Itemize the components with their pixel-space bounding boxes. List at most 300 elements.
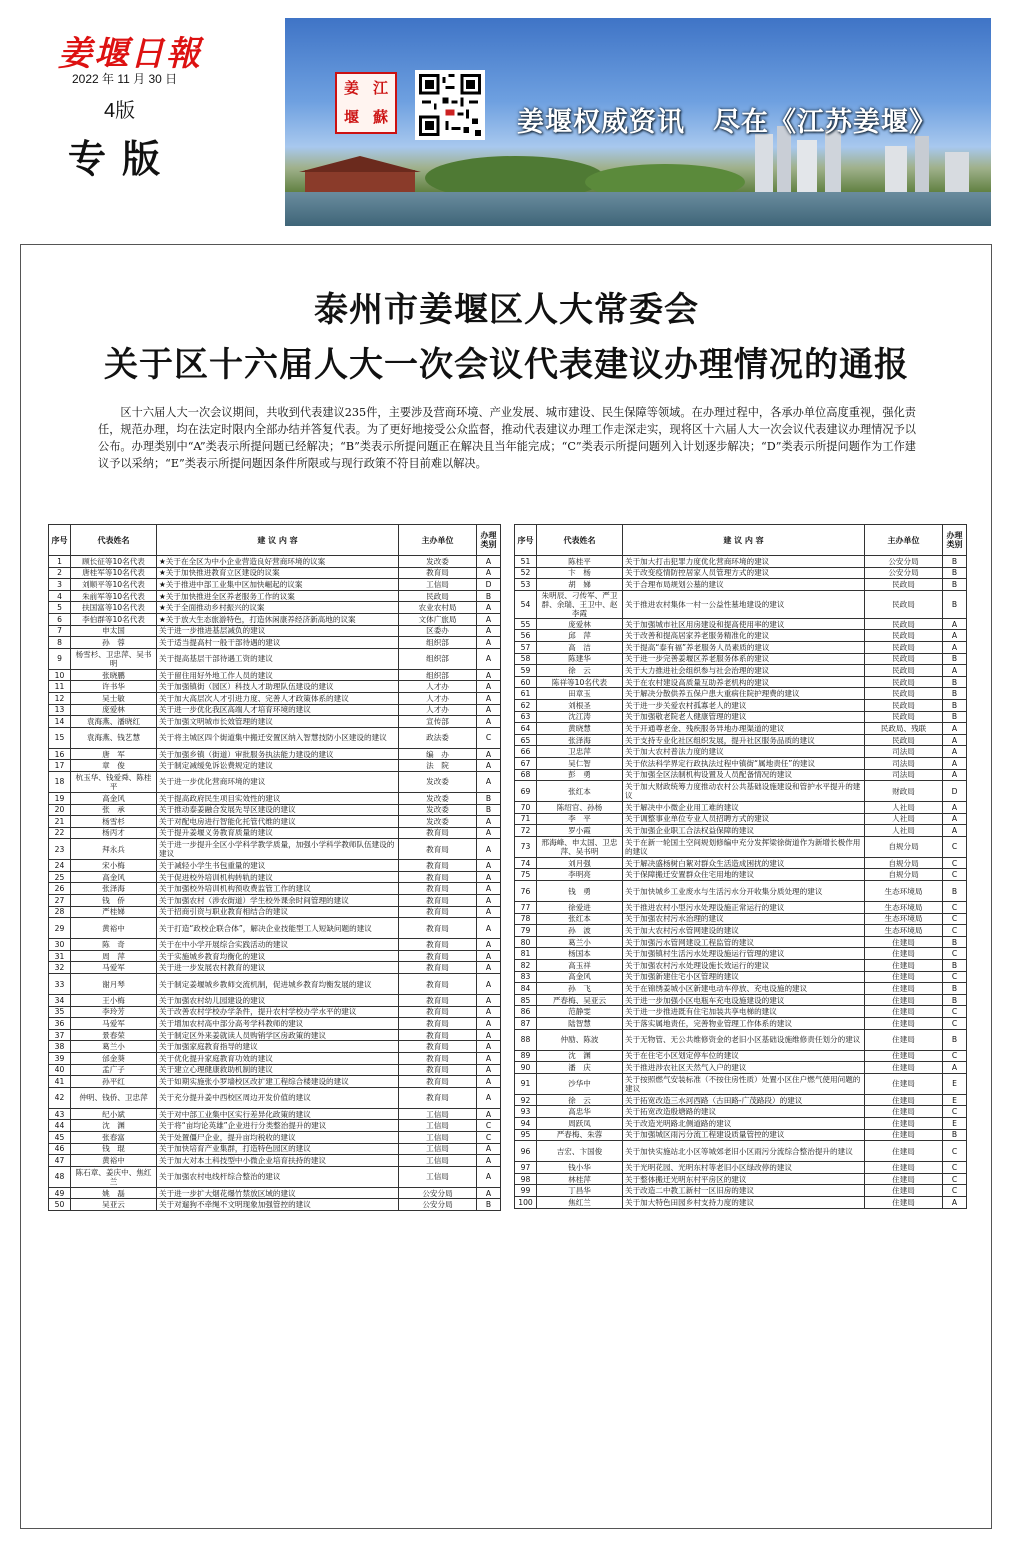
row-index: 71 (515, 813, 537, 825)
row-index: 60 (515, 676, 537, 688)
delegate-name: 拜永兵 (71, 839, 157, 860)
suggestion-content: ★关于在全区为中小企业营造良好营商环境的议案 (157, 556, 399, 568)
suggestion-content: 关于实施城乡教育均衡化的建议 (157, 950, 399, 962)
seal-char: 堰 (343, 108, 359, 126)
row-index: 46 (49, 1143, 71, 1155)
table-row (49, 1006, 501, 1018)
delegate-name: 杭玉华、钱爱舜、陈桂平 (71, 771, 157, 792)
row-index: 33 (49, 974, 71, 995)
host-unit: 工信局 (399, 1155, 477, 1167)
suggestion-content: 关于在中小学开展综合实践活动的建议 (157, 939, 399, 951)
delegate-name: 高忠华 (537, 1106, 623, 1118)
handling-category: A (477, 906, 501, 918)
row-index: 16 (49, 748, 71, 760)
handling-category: B (943, 676, 967, 688)
delegate-name: 严桂娣 (71, 906, 157, 918)
handling-category: A (477, 860, 501, 872)
handling-category: B (943, 653, 967, 665)
delegate-name: 潘 庆 (537, 1062, 623, 1074)
row-index: 99 (515, 1185, 537, 1197)
suggestion-content: 关于支持专业化社区组织发展，提升社区服务品质的建议 (623, 734, 865, 746)
table-row (49, 1166, 501, 1187)
row-index: 91 (515, 1073, 537, 1094)
table-row (515, 1117, 967, 1129)
handling-category: A (477, 883, 501, 895)
suggestion-content: 关于加强城区雨污分流工程建设质量管控的建议 (623, 1129, 865, 1141)
table-row (515, 881, 967, 902)
delegate-name: 钱小华 (537, 1162, 623, 1174)
host-unit: 组织部 (399, 648, 477, 669)
delegate-name: 高金风 (537, 971, 623, 983)
row-index: 85 (515, 994, 537, 1006)
host-unit: 民政局 (865, 590, 943, 618)
row-index: 75 (515, 869, 537, 881)
host-unit: 住建局 (865, 1117, 943, 1129)
table-row (515, 971, 967, 983)
host-unit: 工信局 (399, 1143, 477, 1155)
handling-category: A (477, 1108, 501, 1120)
host-unit: 教育局 (399, 1087, 477, 1108)
handling-category: B (943, 1029, 967, 1050)
row-index: 19 (49, 792, 71, 804)
delegate-name: 高 洁 (537, 641, 623, 653)
suggestion-content: 关于加大高层次人才引进力度、完善人才政策体系的建议 (157, 692, 399, 704)
delegate-name: 张晓鹏 (71, 669, 157, 681)
table-row (49, 827, 501, 839)
table-row (49, 771, 501, 792)
row-index: 79 (515, 925, 537, 937)
delegate-name: 钱 琨 (71, 1143, 157, 1155)
host-unit: 民政局 (865, 653, 943, 665)
host-unit: 住建局 (865, 1162, 943, 1174)
host-unit: 工信局 (399, 1120, 477, 1132)
article-title-line1: 泰州市姜堰区人大常委会 (314, 290, 699, 330)
delegate-name: 沈 渊 (537, 1050, 623, 1062)
host-unit: 住建局 (865, 960, 943, 972)
delegate-name: 张 承 (71, 804, 157, 816)
row-index: 77 (515, 902, 537, 914)
header-name: 代表姓名 (537, 525, 623, 556)
host-unit: 民政局 (865, 688, 943, 700)
suggestion-content: 关于在农村建设高质量互助养老机构的建议 (623, 676, 865, 688)
handling-category: A (477, 681, 501, 693)
delegate-name: 章 俊 (71, 760, 157, 772)
table-row (49, 727, 501, 748)
table-row (515, 925, 967, 937)
table-row (49, 1064, 501, 1076)
delegate-name: 吴仁智 (537, 757, 623, 769)
suggestion-content: 关于在住宅小区划定停车位的建议 (623, 1050, 865, 1062)
host-unit: 教育局 (399, 1018, 477, 1030)
table-row (515, 936, 967, 948)
suggestion-content: 关于加强镇街（园区）科技人才助理队伍建设的建议 (157, 681, 399, 693)
handling-category: B (943, 688, 967, 700)
table-row (49, 760, 501, 772)
table-row (515, 630, 967, 642)
host-unit: 工信局 (399, 1166, 477, 1187)
host-unit: 教育局 (399, 995, 477, 1007)
suggestion-content: 关于处置僵尸企业，提升亩均税收的建议 (157, 1131, 399, 1143)
handling-category: A (477, 637, 501, 649)
handling-category: C (943, 1185, 967, 1197)
table-row (515, 618, 967, 630)
delegate-name: 李玲芳 (71, 1006, 157, 1018)
suggestion-content: 关于进一步加强小区电瓶车充电设施建设的建议 (623, 994, 865, 1006)
handling-category: C (943, 925, 967, 937)
suggestions-table-right (514, 524, 967, 1209)
delegate-name: 沈江涛 (537, 711, 623, 723)
row-index: 52 (515, 567, 537, 579)
handling-category: E (943, 1094, 967, 1106)
handling-category: B (943, 699, 967, 711)
table-row (515, 734, 967, 746)
row-index: 44 (49, 1120, 71, 1132)
handling-category: A (477, 1076, 501, 1088)
suggestion-content: 关于进一步发展农村教育的建议 (157, 962, 399, 974)
row-index: 95 (515, 1129, 537, 1141)
table-row (49, 871, 501, 883)
handling-category: A (477, 669, 501, 681)
delegate-name: 高玉祥 (537, 960, 623, 972)
handling-category: A (477, 1041, 501, 1053)
table-row (515, 567, 967, 579)
suggestion-content: 关于进一步推进基层减负的建议 (157, 625, 399, 637)
delegate-name: 沈 渊 (71, 1120, 157, 1132)
table-row (515, 1029, 967, 1050)
row-index: 48 (49, 1166, 71, 1187)
host-unit: 住建局 (865, 1062, 943, 1074)
table-row (49, 918, 501, 939)
row-index: 90 (515, 1062, 537, 1074)
delegate-name: 徐 云 (537, 665, 623, 677)
suggestion-content: 关于制定姜堰城乡教师交流机制，促进城乡教育均衡发展的建议 (157, 974, 399, 995)
table-row (49, 704, 501, 716)
suggestion-content: 关于解决分散供养五保户患大重病住院护理费的建议 (623, 688, 865, 700)
row-index: 39 (49, 1053, 71, 1065)
suggestion-content: 关于进一步优化营商环境的建议 (157, 771, 399, 792)
suggestion-content: 关于在锦绣姜城小区新建电动车停放、充电设施的建议 (623, 983, 865, 995)
handling-category: A (477, 939, 501, 951)
host-unit: 住建局 (865, 971, 943, 983)
table-row (49, 1053, 501, 1065)
delegate-name: 仲明、钱侨、卫忠萍 (71, 1087, 157, 1108)
table-row (515, 1094, 967, 1106)
host-unit: 住建局 (865, 983, 943, 995)
handling-category: A (943, 1196, 967, 1208)
row-index: 55 (515, 618, 537, 630)
delegate-name: 徐 云 (537, 1094, 623, 1106)
handling-category: A (477, 602, 501, 614)
suggestion-content: ★关于放大生态旅游特色，打造休闲康养经济新高地的议案 (157, 613, 399, 625)
table-row (515, 579, 967, 591)
host-unit: 教育局 (399, 567, 477, 579)
delegate-name: 张泽海 (71, 883, 157, 895)
row-index: 26 (49, 883, 71, 895)
suggestion-content: 关于加强城市社区用房建设和提高使用率的建议 (623, 618, 865, 630)
host-unit: 公安分局 (865, 567, 943, 579)
suggestion-content: 关于加强农村污水处理设施长效运行的建议 (623, 960, 865, 972)
handling-category: A (477, 995, 501, 1007)
host-unit: 民政局 (865, 699, 943, 711)
suggestion-content: 关于推进农村集体一村一公益性墓地建设的建议 (623, 590, 865, 618)
handling-category: A (477, 1155, 501, 1167)
handling-category: A (477, 1053, 501, 1065)
host-unit: 区委办 (399, 625, 477, 637)
handling-category: A (477, 1029, 501, 1041)
host-unit: 住建局 (865, 1106, 943, 1118)
delegate-name: 马爱军 (71, 1018, 157, 1030)
header-index: 序号 (49, 525, 71, 556)
table-row (49, 1143, 501, 1155)
row-index: 35 (49, 1006, 71, 1018)
suggestion-content: 关于增加农村高中部分高考学科教师的建议 (157, 1018, 399, 1030)
host-unit: 民政局 (865, 618, 943, 630)
row-index: 20 (49, 804, 71, 816)
suggestion-content: 关于改造光明路北侧道路的建议 (623, 1117, 865, 1129)
row-index: 78 (515, 913, 537, 925)
suggestion-content: 关于对遛狗不牵绳不文明现象加强管控的建议 (157, 1199, 399, 1211)
suggestion-content: 关于进一步推进既有住宅加装共享电梯的建议 (623, 1006, 865, 1018)
table-row (49, 1087, 501, 1108)
handling-category: A (477, 918, 501, 939)
delegate-name: 陈绍官、孙杨 (537, 802, 623, 814)
table-row (49, 974, 501, 995)
host-unit: 生态环境局 (865, 913, 943, 925)
row-index: 32 (49, 962, 71, 974)
handling-category: C (943, 1141, 967, 1162)
delegate-name: 林桂萍 (537, 1173, 623, 1185)
table-row (515, 556, 967, 568)
host-unit: 教育局 (399, 883, 477, 895)
table-row (515, 1073, 967, 1094)
suggestion-content: 关于留住用好外地工作人员的建议 (157, 669, 399, 681)
suggestion-content: 关于加强新建住宅小区管理的建议 (623, 971, 865, 983)
row-index: 56 (515, 630, 537, 642)
row-index: 61 (515, 688, 537, 700)
delegate-name: 钱 侨 (71, 895, 157, 907)
handling-category: A (477, 1143, 501, 1155)
host-unit: 法 院 (399, 760, 477, 772)
delegate-name: 严春梅、朱蓉 (537, 1129, 623, 1141)
header-unit: 主办单位 (399, 525, 477, 556)
suggestion-content: 关于加强敬老院老人健康管理的建议 (623, 711, 865, 723)
host-unit: 住建局 (865, 1073, 943, 1094)
suggestion-content: 关于提高政府民生项目实效性的建议 (157, 792, 399, 804)
suggestion-content: 关于改造二中教工新村一区旧房的建议 (623, 1185, 865, 1197)
handling-category: C (943, 1173, 967, 1185)
delegate-name: 张泽海 (537, 734, 623, 746)
delegate-name: 沙华中 (537, 1073, 623, 1094)
host-unit: 农业农村局 (399, 602, 477, 614)
row-index: 8 (49, 637, 71, 649)
host-unit: 住建局 (865, 1129, 943, 1141)
delegate-name: 张红本 (537, 781, 623, 802)
delegate-name: 扶国富等10名代表 (71, 602, 157, 614)
delegate-name: 陆智慧 (537, 1018, 623, 1030)
row-index: 13 (49, 704, 71, 716)
handling-category: A (477, 716, 501, 728)
host-unit: 教育局 (399, 1029, 477, 1041)
delegate-name: 马爱军 (71, 962, 157, 974)
handling-category: A (477, 1187, 501, 1199)
table-row (515, 746, 967, 758)
row-index: 6 (49, 613, 71, 625)
row-index: 36 (49, 1018, 71, 1030)
table-row (49, 792, 501, 804)
masthead (20, 18, 992, 226)
table-row (49, 567, 501, 579)
suggestion-content: 关于加强校外培训机构预收费监管工作的建议 (157, 883, 399, 895)
suggestion-content: 关于对配电房进行智能化托管代维的建议 (157, 816, 399, 828)
delegate-name: 庞爱林 (537, 618, 623, 630)
handling-category: C (943, 1050, 967, 1062)
delegate-name: 吴亚云 (71, 1199, 157, 1211)
delegate-name: 刘月强 (537, 857, 623, 869)
suggestion-content: 关于进一步完善姜堰区养老服务体系的建议 (623, 653, 865, 665)
handling-category: A (477, 748, 501, 760)
row-index: 18 (49, 771, 71, 792)
delegate-name: 邱 萍 (537, 630, 623, 642)
row-index: 22 (49, 827, 71, 839)
suggestion-content: 关于光明花园、光明东村等老旧小区绿改停的建议 (623, 1162, 865, 1174)
row-index: 80 (515, 936, 537, 948)
table-row (49, 669, 501, 681)
row-index: 57 (515, 641, 537, 653)
delegate-name: 宋小梅 (71, 860, 157, 872)
row-index: 58 (515, 653, 537, 665)
suggestion-content: 关于促进校外培训机构转轨的建议 (157, 871, 399, 883)
table-row (515, 1162, 967, 1174)
suggestion-content: 关于将主城区四个街道集中搬迁安置区纳入智慧技防小区建设的建议 (157, 727, 399, 748)
promo-banner (285, 18, 991, 226)
table-row (49, 590, 501, 602)
host-unit: 住建局 (865, 1050, 943, 1062)
row-index: 87 (515, 1018, 537, 1030)
host-unit: 教育局 (399, 860, 477, 872)
host-unit: 人社局 (865, 802, 943, 814)
suggestion-content: 关于加大对本土科技型中小微企业培育扶持的建议 (157, 1155, 399, 1167)
row-index: 100 (515, 1196, 537, 1208)
table-row (49, 602, 501, 614)
table-row (515, 948, 967, 960)
qr-code-icon (415, 70, 485, 140)
table-row (515, 1129, 967, 1141)
host-unit: 公安分局 (399, 1187, 477, 1199)
table-row (515, 960, 967, 972)
suggestion-content: 关于解决中小微企业用工难的建议 (623, 802, 865, 814)
table-row (49, 648, 501, 669)
suggestion-content: 关于制定区外来姜就读人员购销学区房政策的建议 (157, 1029, 399, 1041)
host-unit: 生态环境局 (865, 925, 943, 937)
delegate-name: 吴士敏 (71, 692, 157, 704)
host-unit: 教育局 (399, 1076, 477, 1088)
row-index: 54 (515, 590, 537, 618)
row-index: 42 (49, 1087, 71, 1108)
handling-category: A (477, 704, 501, 716)
handling-category: A (943, 769, 967, 781)
handling-category: A (477, 771, 501, 792)
handling-category: A (477, 692, 501, 704)
handling-category: B (477, 792, 501, 804)
table-row (49, 613, 501, 625)
suggestion-content: 关于加快培育产业集群，打造特色园区的建议 (157, 1143, 399, 1155)
delegate-name: 丁昌华 (537, 1185, 623, 1197)
suggestion-content: 关于充分提升姜中西校区周边开发价值的建议 (157, 1087, 399, 1108)
table-header-row (49, 525, 501, 556)
host-unit: 民政局 (865, 630, 943, 642)
row-index: 43 (49, 1108, 71, 1120)
delegate-name: 袁海燕、潘晓红 (71, 716, 157, 728)
handling-category: A (477, 1087, 501, 1108)
suggestion-content: 关于落实属地责任，完善物业管理工作体系的建议 (623, 1018, 865, 1030)
host-unit: 组织部 (399, 637, 477, 649)
table-row (515, 1018, 967, 1030)
host-unit: 人才办 (399, 704, 477, 716)
row-index: 73 (515, 836, 537, 857)
handling-category: E (943, 1073, 967, 1094)
host-unit: 人才办 (399, 681, 477, 693)
handling-category: A (477, 816, 501, 828)
host-unit: 人社局 (865, 825, 943, 837)
handling-category: A (943, 641, 967, 653)
host-unit: 公安分局 (865, 556, 943, 568)
delegate-name: 孙平红 (71, 1076, 157, 1088)
suggestion-content: 关于提高“泰有福”养老服务人员素质的建议 (623, 641, 865, 653)
table-row (515, 983, 967, 995)
host-unit: 发改委 (399, 556, 477, 568)
suggestion-content: 关于建立心理健康救助机制的建议 (157, 1064, 399, 1076)
table-row (49, 716, 501, 728)
suggestion-content: 关于加大财政统筹力度推动农村公共基础设施建设和管护水平提升的建议 (623, 781, 865, 802)
delegate-name: 景春荣 (71, 1029, 157, 1041)
seal-char: 蘇 (372, 108, 388, 126)
table-row (49, 950, 501, 962)
table-row (49, 839, 501, 860)
suggestion-content: 关于拓宽改造三水河西路（古田路-广茂路段）的建议 (623, 1094, 865, 1106)
host-unit: 教育局 (399, 1041, 477, 1053)
table-row (515, 590, 967, 618)
row-index: 17 (49, 760, 71, 772)
suggestion-content: 关于保障搬迁安置群众住宅用地的建议 (623, 869, 865, 881)
handling-category: B (943, 983, 967, 995)
host-unit: 教育局 (399, 950, 477, 962)
row-index: 47 (49, 1155, 71, 1167)
row-index: 10 (49, 669, 71, 681)
row-index: 1 (49, 556, 71, 568)
delegate-name: 周跃凤 (537, 1117, 623, 1129)
table-row (515, 757, 967, 769)
handling-category: C (943, 857, 967, 869)
table-row (515, 1185, 967, 1197)
table-row (49, 995, 501, 1007)
handling-category: C (943, 948, 967, 960)
delegate-name: 邢海峰、申太国、卫忠萍、吴书明 (537, 836, 623, 857)
handling-category: B (943, 960, 967, 972)
host-unit: 教育局 (399, 839, 477, 860)
suggestion-content: 关于适当提高村一般干部待遇的建议 (157, 637, 399, 649)
row-index: 25 (49, 871, 71, 883)
row-index: 72 (515, 825, 537, 837)
table-row (49, 579, 501, 591)
delegate-name: 卫忠萍 (537, 746, 623, 758)
host-unit: 自规分局 (865, 836, 943, 857)
handling-category: D (943, 781, 967, 802)
delegate-name: 胡 娣 (537, 579, 623, 591)
handling-category: A (477, 567, 501, 579)
host-unit: 民政局 (865, 734, 943, 746)
suggestion-content: 关于招商引资与职业教育相结合的建议 (157, 906, 399, 918)
host-unit: 民政局、残联 (865, 723, 943, 735)
